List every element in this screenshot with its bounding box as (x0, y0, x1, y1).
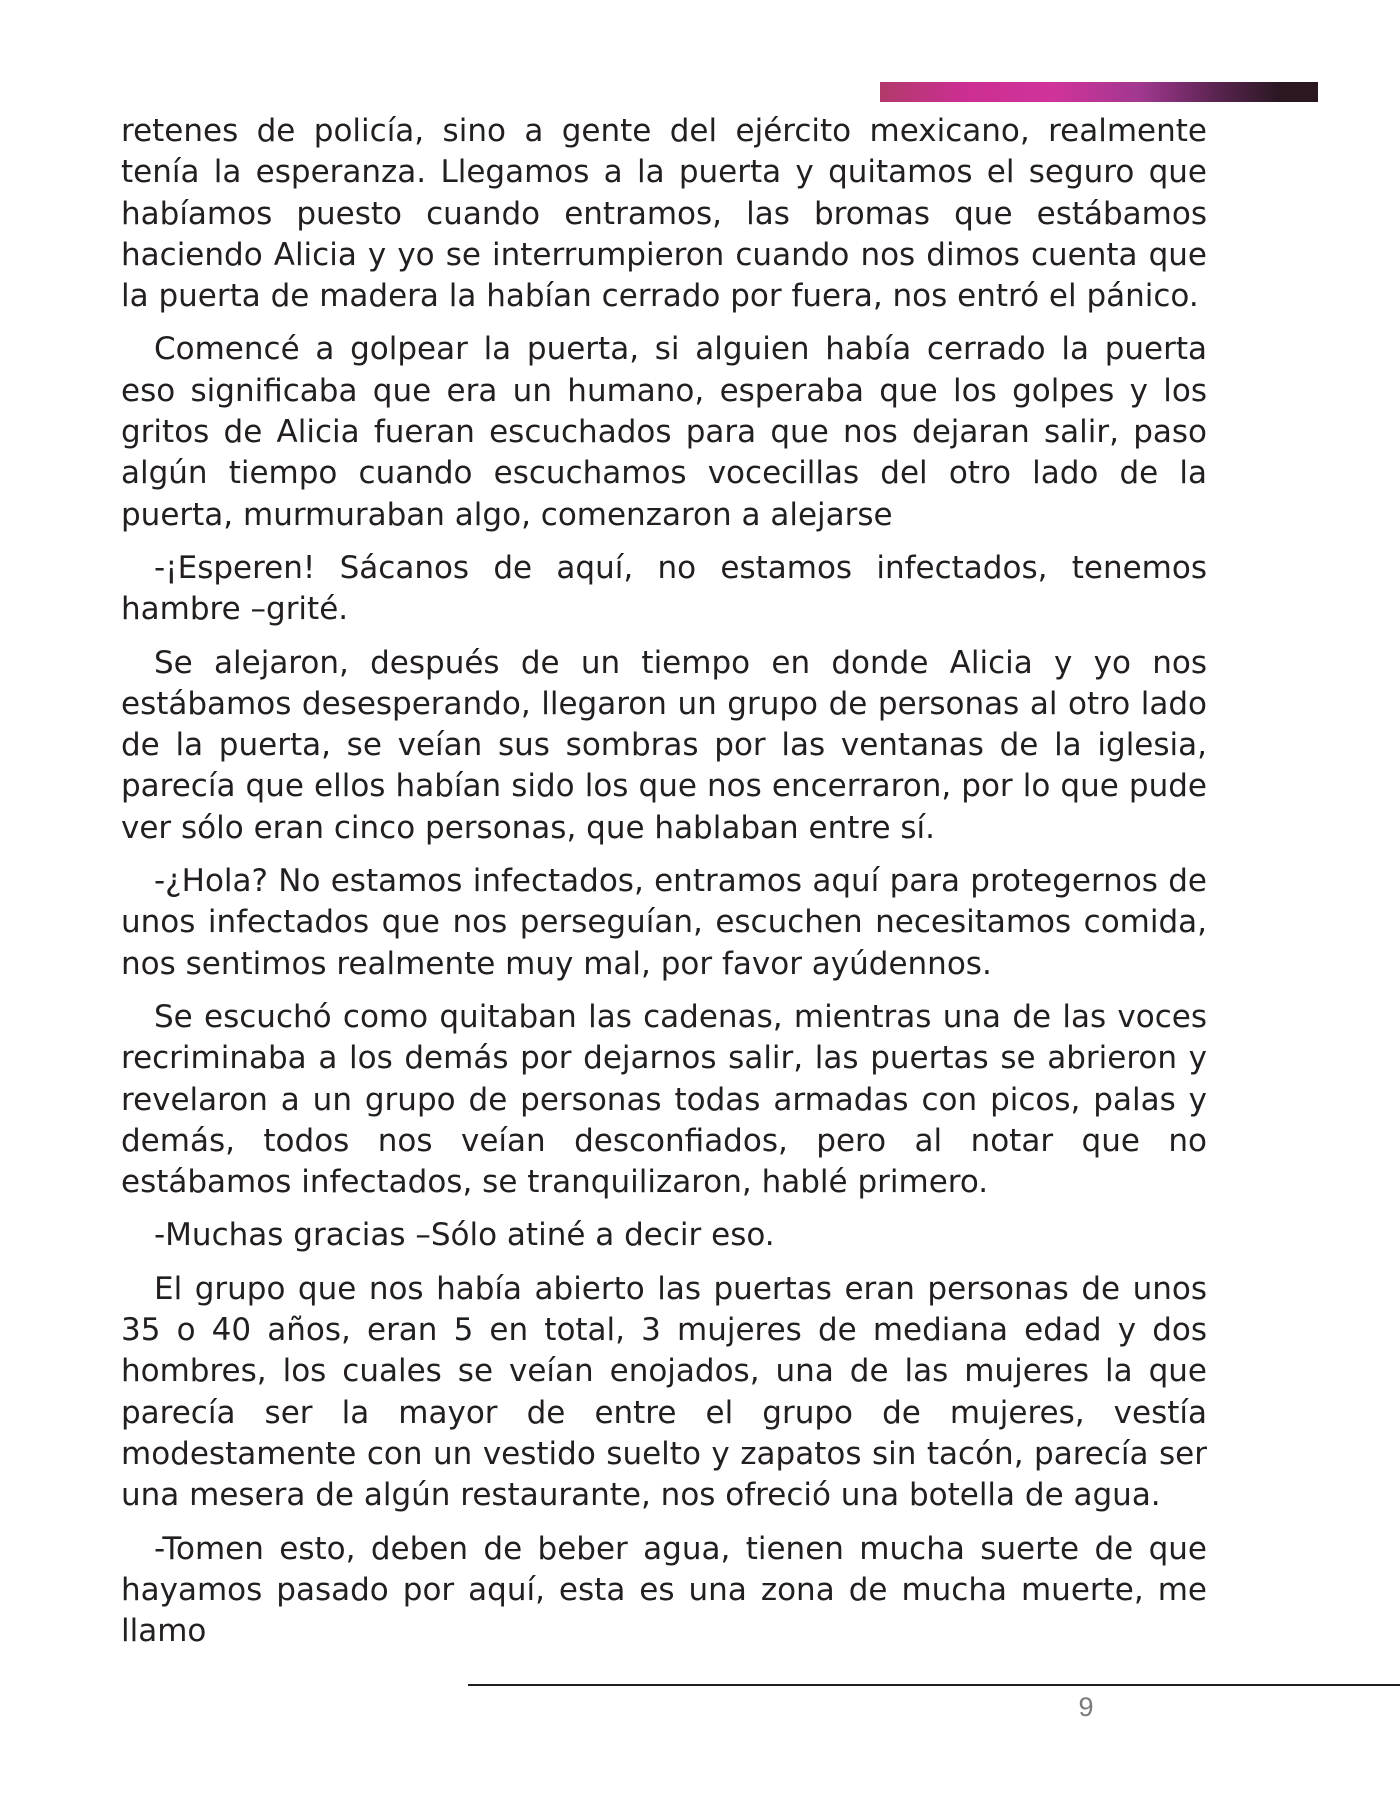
footer-rule (468, 1684, 1400, 1686)
color-bar-segment (1141, 82, 1216, 102)
paragraph: Comencé a golpear la puerta, si alguien había cerrado la puerta eso significaba que era un humano, esperaba que los golpes y los gritos de Alicia fueran escuchados para que nos dejaran salir, paso algún tiempo cuando escuchamos vocecillas del otro lado de la puerta, murmuraban algo, comenzaron a alejarse (121, 331, 1207, 533)
decorative-color-bar (880, 82, 1318, 102)
color-bar-segment (880, 82, 967, 102)
paragraph: -¿Hola? No estamos infectados, entramos aquí para protegernos de unos infectados que nos perseguían, escuchen necesitamos comida, nos sentimos realmente muy mal, por favor ayúdennos. (121, 863, 1207, 982)
paragraph: Se escuchó como quitaban las cadenas, mientras una de las voces recriminaba a los demás por dejarnos salir, las puertas se abrieron y revelaron a un grupo de personas todas armadas con picos, palas y demás, todos nos veían desconfiados, pero al notar que no estábamos infectados, se tranquilizaron, hablé primero. (121, 998, 1207, 1201)
color-bar-segment (1216, 82, 1280, 102)
paragraph: -¡Esperen! Sácanos de aquí, no estamos infectados, tenemos hambre –grité. (121, 549, 1207, 628)
paragraph: El grupo que nos había abierto las puertas eran personas de unos 35 o 40 años, eran 5 en total, 3 mujeres de mediana edad y dos hombres, los cuales se veían enojados, una de las mujeres la que parecía ser la mayor de entre el grupo de mujeres, vestía modestamente con un vestido suelto y zapatos sin tacón, parecía ser una mesera de algún restaurante, nos ofreció una botella de agua. (121, 1270, 1207, 1514)
page-number: 9 (1078, 1692, 1094, 1722)
color-bar-segment (1054, 82, 1141, 102)
paragraph: -Muchas gracias –Sólo atiné a decir eso. (154, 1217, 775, 1254)
paragraph: -Tomen esto, deben de beber agua, tienen mucha suerte de que hayamos pasado por aquí, esta es una zona de mucha muerte, me llamo (121, 1530, 1207, 1650)
color-bar-segment (967, 82, 1054, 102)
paragraph: retenes de policía, sino a gente del ejército mexicano, realmente tenía la esperanza. Llegamos a la puerta y quitamos el seguro que habíamos puesto cuando entramos, las bromas que estábamos haciendo Alicia y yo se interrumpieron cuando nos dimos cuenta que la puerta de madera la habían cerrado por fuera, nos entró el pánico. (121, 113, 1207, 315)
body-text (121, 111, 1207, 1664)
paragraph: Se alejaron, después de un tiempo en donde Alicia y yo nos estábamos desesperando, llegaron un grupo de personas al otro lado de la puerta, se veían sus sombras por las ventanas de la iglesia, parecía que ellos habían sido los que nos encerraron, por lo que pude ver sólo eran cinco personas, que hablaban entre sí. (121, 644, 1207, 846)
color-bar-segment (1280, 82, 1318, 102)
